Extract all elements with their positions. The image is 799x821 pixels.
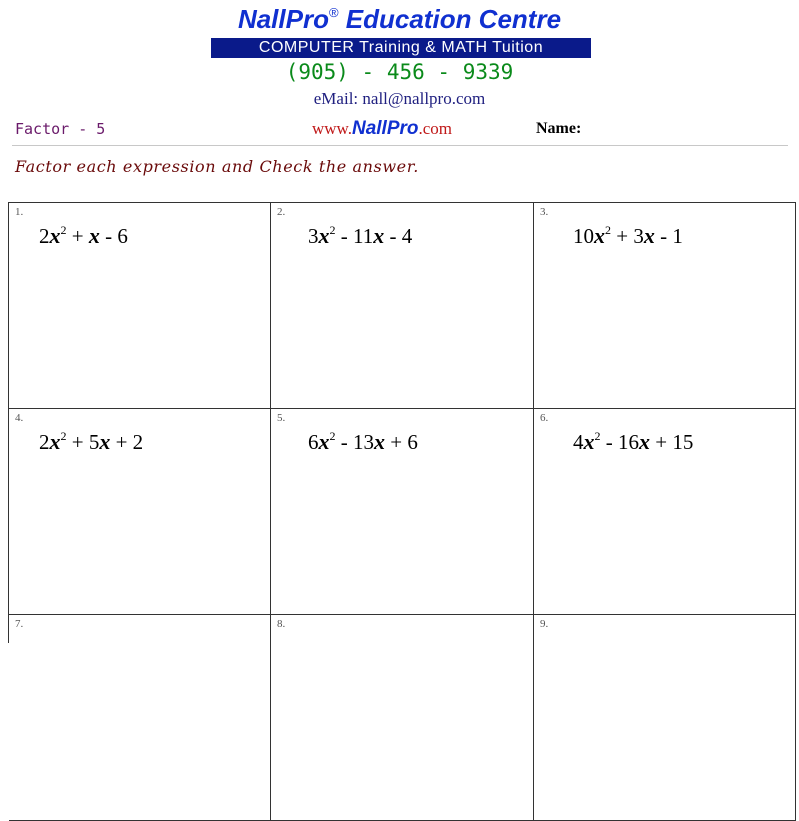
problem-expression: $6x^2 - 13x + 6$ <box>308 429 418 454</box>
problem-expression: $2x^2 + 5x + 2$ <box>39 429 144 454</box>
problem-number: 1. <box>15 206 24 218</box>
problem-cell <box>271 203 534 409</box>
problem-cell <box>534 409 796 615</box>
problem-cell <box>271 409 534 615</box>
brand-title: NallPro® Education Centre <box>237 4 562 34</box>
name-label: Name: <box>536 120 582 137</box>
problem-cell <box>9 409 271 615</box>
problem-cell <box>271 615 534 821</box>
problem-number: 6. <box>540 412 549 424</box>
problem-cell <box>9 203 271 409</box>
problem-expression: $3x^2 - 11x - 4$ <box>308 223 413 248</box>
problem-number: 9. <box>540 618 549 630</box>
problem-number: 4. <box>15 412 24 424</box>
divider <box>12 145 788 146</box>
tagline-banner: COMPUTER Training & MATH Tuition <box>211 38 591 58</box>
problem-expression: $10x^2 + 3x - 1$ <box>573 223 683 248</box>
problem-number: 7. <box>15 618 24 630</box>
problem-cell <box>534 203 796 409</box>
problem-grid <box>8 202 796 643</box>
problem-cell <box>534 615 796 821</box>
registered-mark: ® <box>328 5 339 20</box>
worksheet-title: Factor - 5 <box>15 120 106 138</box>
problem-number: 8. <box>277 618 286 630</box>
website-link[interactable]: www.NallPro.com <box>312 118 453 139</box>
problem-cell <box>9 615 271 821</box>
phone-number: (905) - 456 - 9339 <box>285 60 514 84</box>
email-line: eMail: nall@nallpro.com <box>313 89 486 108</box>
problem-number: 3. <box>540 206 549 218</box>
problem-number: 2. <box>277 206 286 218</box>
problem-expression: $2x^2 + x - 6$ <box>39 223 128 248</box>
problem-number: 5. <box>277 412 286 424</box>
problem-expression: $4x^2 - 16x + 15$ <box>573 429 694 454</box>
email-link[interactable]: nall@nallpro.com <box>362 89 486 108</box>
instruction: Factor each expression and Check the answer. <box>15 157 419 176</box>
